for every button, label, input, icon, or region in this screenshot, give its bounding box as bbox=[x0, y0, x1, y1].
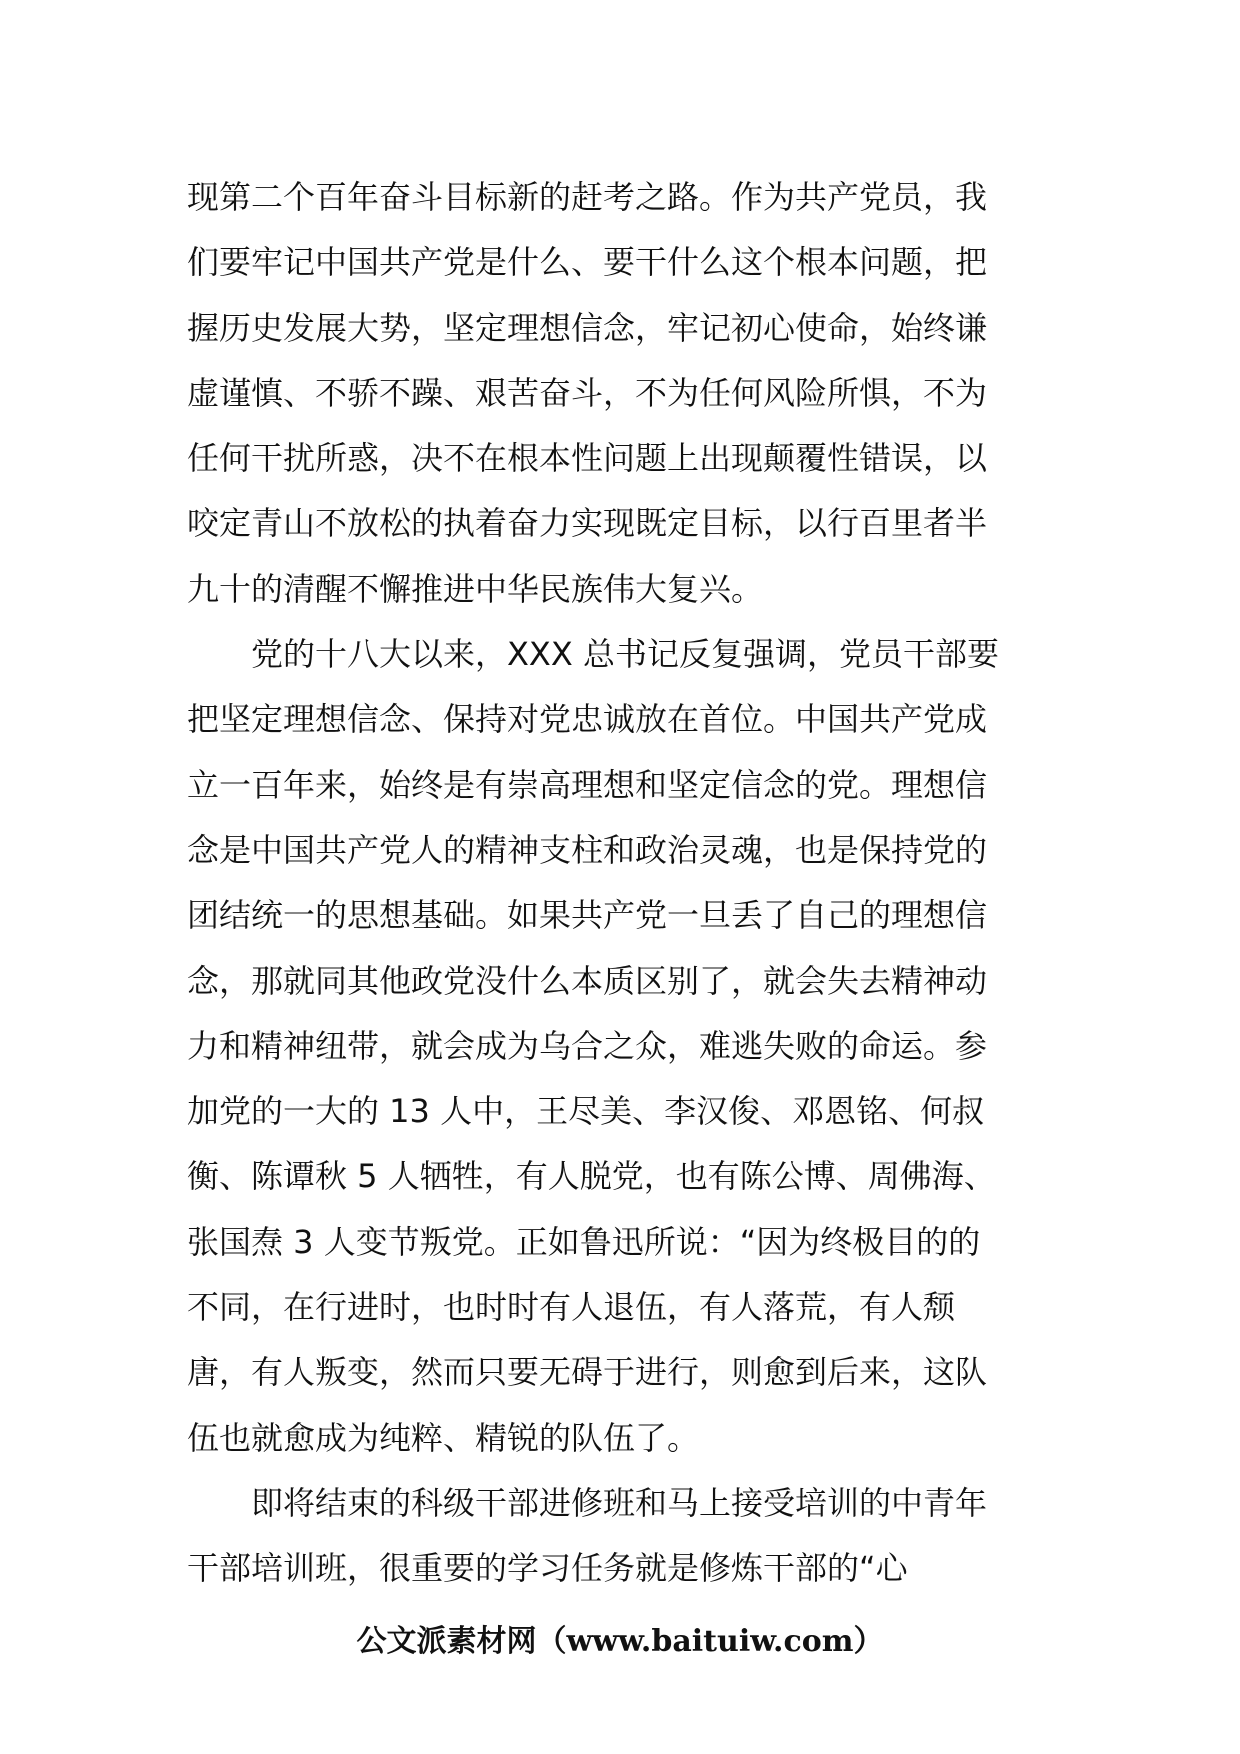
text-line: 团结统一的思想基础。如果共产党一旦丢了自己的理想信 bbox=[187, 896, 988, 935]
text-line: 们要牢记中国共产党是什么、要干什么这个根本问题，把 bbox=[187, 243, 988, 282]
text-line: 虚谨慎、不骄不躁、艰苦奋斗，不为任何风险所惧，不为 bbox=[187, 373, 988, 412]
text-line: 即将结束的科级干部进修班和马上接受培训的中青年 bbox=[187, 1483, 988, 1522]
text-line: 现第二个百年奋斗目标新的赶考之路。作为共产党员，我 bbox=[187, 178, 988, 216]
text-line: 力和精神纽带，就会成为乌合之众，难逃失败的命运。参 bbox=[187, 1026, 988, 1065]
text-line: 衡、陈谭秋 5 人牺牲，有人脱党，也有陈公博、周佛海、 bbox=[187, 1157, 996, 1196]
footer-watermark: 公文派素材网（www.baituiw.com） bbox=[356, 1624, 884, 1659]
text-line: 念，那就同其他政党没什么本质区别了，就会失去精神动 bbox=[187, 961, 988, 1000]
text-line: 唐，有人叛变，然而只要无碍于进行，则愈到后来，这队 bbox=[187, 1353, 988, 1392]
text-line: 任何干扰所惑，决不在根本性问题上出现颠覆性错误，以 bbox=[187, 439, 988, 478]
text-line: 不同，在行进时，也时时有人退伍，有人落荒，有人颓 bbox=[187, 1288, 956, 1327]
text-line: 把坚定理想信念、保持对党忠诚放在首位。中国共产党成 bbox=[187, 700, 988, 739]
text-line: 党的十八大以来，XXX 总书记反复强调，党员干部要 bbox=[187, 635, 999, 674]
text-line: 干部培训班，很重要的学习任务就是修炼干部的“心 bbox=[187, 1549, 908, 1588]
text-line: 立一百年来，始终是有崇高理想和坚定信念的党。理想信 bbox=[187, 765, 988, 804]
text-line: 念是中国共产党人的精神支柱和政治灵魂，也是保持党的 bbox=[187, 830, 988, 869]
text-line: 握历史发展大势，坚定理想信念，牢记初心使命，始终谦 bbox=[187, 308, 988, 347]
text-line: 加党的一大的 13 人中，王尽美、李汉俊、邓恩铭、何叔 bbox=[187, 1092, 985, 1131]
text-line: 张国焘 3 人变节叛党。正如鲁迅所说：“因为终极目的的 bbox=[187, 1222, 981, 1261]
document-body bbox=[187, 165, 1067, 1602]
text-line: 咬定青山不放松的执着奋力实现既定目标，以行百里者半 bbox=[187, 504, 988, 543]
text-line: 九十的清醒不懈推进中华民族伟大复兴。 bbox=[187, 569, 764, 608]
text-line: 伍也就愈成为纯粹、精锐的队伍了。 bbox=[187, 1418, 700, 1457]
